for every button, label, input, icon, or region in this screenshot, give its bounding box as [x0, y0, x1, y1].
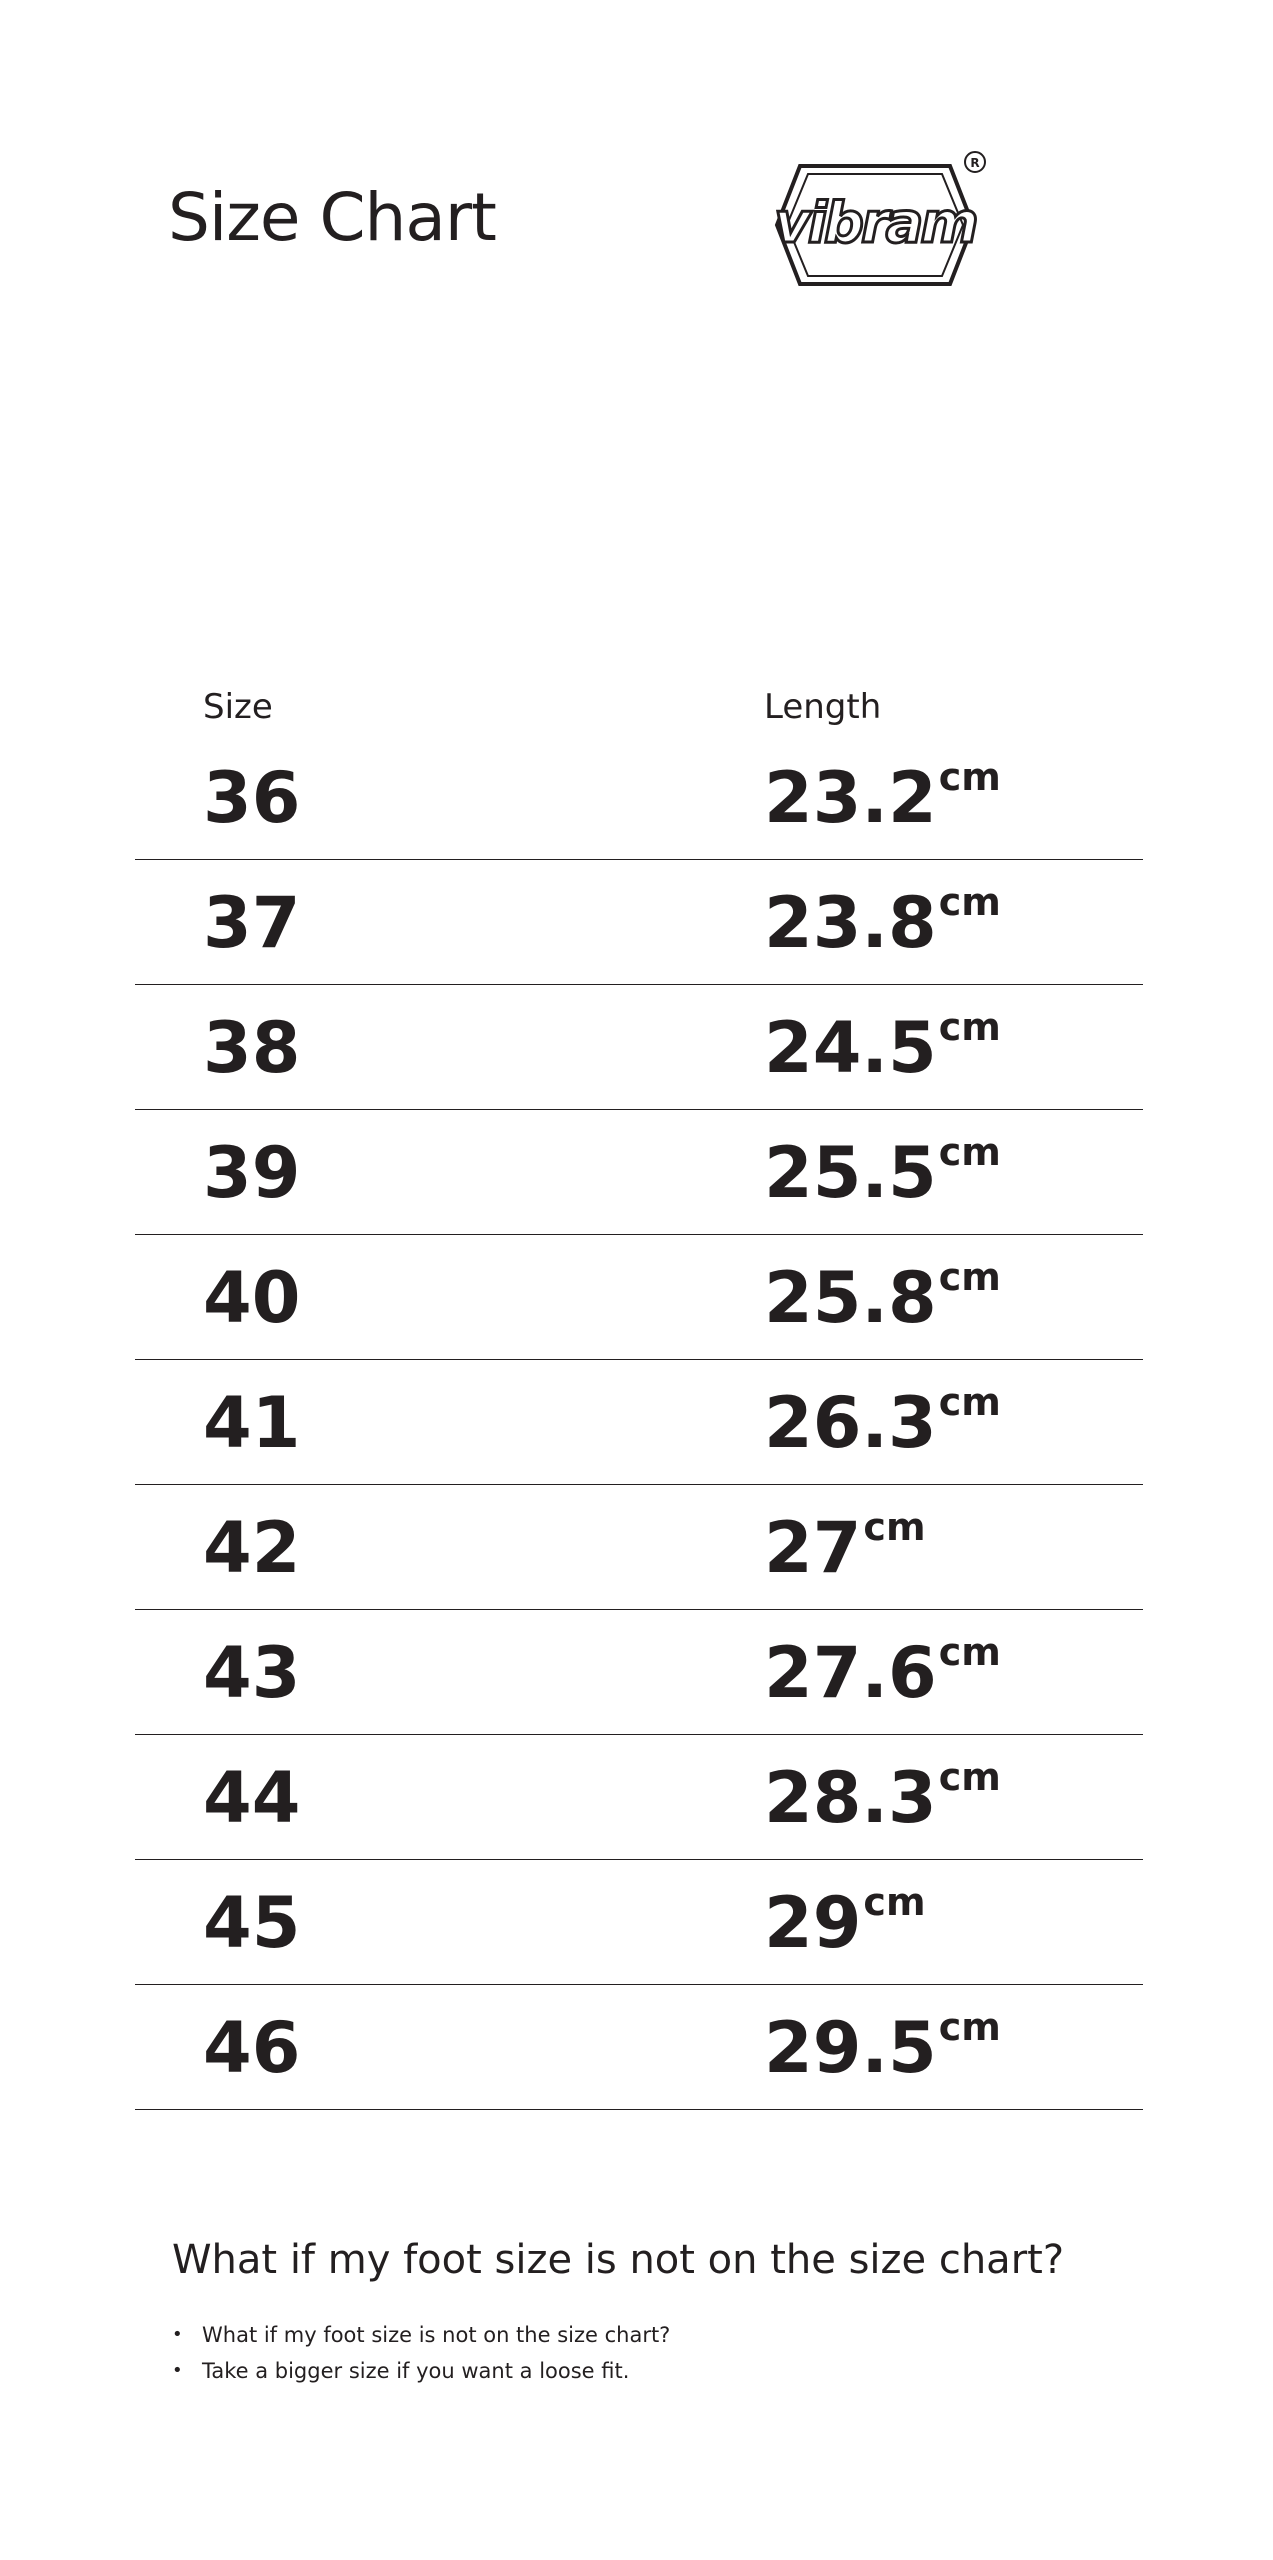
- length-value: $26.3^{cm}$: [764, 1380, 1001, 1464]
- list-item: • What if my foot size is not on the size chart?: [172, 2317, 670, 2353]
- unit-label: cm: [938, 1255, 1001, 1299]
- size-value: 41: [203, 1382, 301, 1464]
- length-value: $23.2^{cm}$: [764, 755, 1001, 839]
- size-value: 40: [203, 1257, 301, 1339]
- table-row: [135, 860, 1143, 985]
- unit-label: cm: [863, 1880, 926, 1924]
- size-value: 42: [203, 1507, 301, 1589]
- table-row: [135, 1985, 1143, 2110]
- size-table: [135, 735, 1143, 2110]
- table-row: [135, 1360, 1143, 1485]
- table-row: [135, 1235, 1143, 1360]
- unit-label: cm: [938, 1005, 1001, 1049]
- unit-label: cm: [938, 880, 1001, 924]
- registered-mark-letter: R: [970, 156, 980, 170]
- logo-text: vibram: [774, 191, 976, 256]
- table-row: [135, 1735, 1143, 1860]
- size-value: 45: [203, 1882, 301, 1964]
- size-value: 37: [203, 882, 301, 964]
- unit-label: cm: [938, 1755, 1001, 1799]
- length-value: $28.3^{cm}$: [764, 1755, 1001, 1839]
- table-row: [135, 1610, 1143, 1735]
- page-title: Size Chart: [168, 179, 496, 256]
- table-row: [135, 1110, 1143, 1235]
- unit-label: cm: [863, 1505, 926, 1549]
- length-value: $27.6^{cm}$: [764, 1630, 1001, 1714]
- vibram-logo: [755, 150, 995, 300]
- table-row: [135, 985, 1143, 1110]
- length-value: $25.8^{cm}$: [764, 1255, 1001, 1339]
- size-value: 46: [203, 2007, 301, 2089]
- bullet-icon: •: [172, 2360, 183, 2381]
- table-row: [135, 735, 1143, 860]
- length-value: $29.5^{cm}$: [764, 2005, 1001, 2089]
- bullet-icon: •: [172, 2324, 183, 2345]
- unit-label: cm: [938, 1130, 1001, 1174]
- unit-label: cm: [938, 1380, 1001, 1424]
- length-value: $27^{cm}$: [764, 1505, 926, 1589]
- size-value: 44: [203, 1757, 301, 1839]
- column-header-length: Length: [764, 687, 882, 727]
- faq-list: [172, 2317, 670, 2389]
- unit-label: cm: [938, 2005, 1001, 2049]
- length-value: $24.5^{cm}$: [764, 1005, 1001, 1089]
- length-value: $23.8^{cm}$: [764, 880, 1001, 964]
- size-value: 43: [203, 1632, 301, 1714]
- faq-heading: What if my foot size is not on the size chart?: [172, 2237, 1065, 2283]
- table-row: [135, 1485, 1143, 1610]
- unit-label: cm: [938, 1630, 1001, 1674]
- column-header-size: Size: [203, 687, 273, 727]
- table-row: [135, 1860, 1143, 1985]
- length-value: $25.5^{cm}$: [764, 1130, 1001, 1214]
- unit-label: cm: [938, 755, 1001, 799]
- size-value: 39: [203, 1132, 301, 1214]
- length-value: $29^{cm}$: [764, 1880, 926, 1964]
- size-value: 38: [203, 1007, 301, 1089]
- list-item: • Take a bigger size if you want a loose fit.: [172, 2353, 670, 2389]
- size-value: 36: [203, 757, 301, 839]
